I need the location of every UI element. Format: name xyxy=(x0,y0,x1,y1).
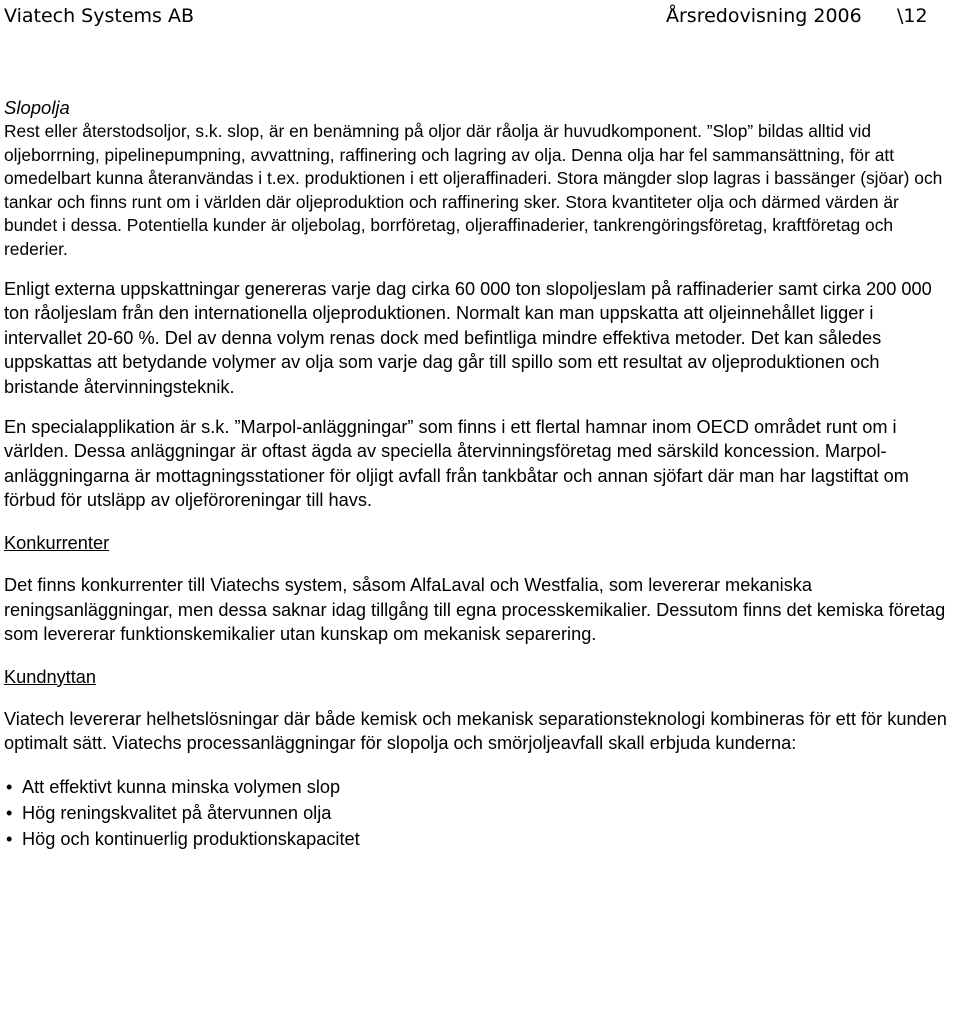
bullet-icon: • xyxy=(6,776,13,797)
list-item-text: Hög och kontinuerlig produktionskapacitet xyxy=(22,828,360,849)
list-item xyxy=(4,774,954,800)
konkurrenter-paragraph: Det finns konkurrenter till Viatechs system, såsom AlfaLaval och Westfalia, som levererar mekaniska reningsanläggningar, men dessa saknar idag tillgång till egna processkemikalier. Dessutom finns det kemiska företag som levererar funktionskemikalier utan kunskap om mekanisk separering. xyxy=(4,574,946,645)
bullet-icon: • xyxy=(6,828,13,849)
slopolja-paragraph-1: Rest eller återstodsoljor, s.k. slop, är en benämning på oljor där råolja är huvudkomponent. ”Slop” bildas alltid vid oljeborrning, pipelinepumpning, avvattning, raffinering och lagring av olja. Denna olja har fel sammansättning, för att omedelbart kunna återanvändas i t.ex. produktionen i ett oljeraffinaderi. Stora mängder slop lagras i bassänger (sjöar) och tankar och finns runt om i världen där oljeproduktion och raffinering sker. Stora kvantiteter olja och därmed värden är bundet i dessa. Potentiella kunder är oljebolag, borrföretag, oljeraffinaderier, tankrengöringsföretag, kraftföretag och rederier. xyxy=(4,121,943,259)
section-heading-kundnyttan: Kundnyttan xyxy=(4,666,97,687)
document-body xyxy=(4,96,954,852)
section-title-slopolja: Slopolja xyxy=(4,97,70,118)
page-number: \12 xyxy=(897,5,928,27)
slopolja-paragraph-2: Enligt externa uppskattningar genereras varje dag cirka 60 000 ton slopoljeslam på raffinaderier samt cirka 200 000 ton råoljeslam från den internationella oljeproduktionen. Normalt kan man uppskatta att oljeinnehållet ligger i intervallet 20-60 %. Del av denna volym renas dock med befintliga mindre effektiva metoder. Det kan således uppskattas att betydande volymer av olja som varje dag går till spillo som ett resultat av oljeproduktionen och bristande återvinningsteknik. xyxy=(4,278,932,397)
bullet-icon: • xyxy=(6,802,13,823)
list-item-text: Att effektivt kunna minska volymen slop xyxy=(22,776,341,797)
company-name: Viatech Systems AB xyxy=(4,5,194,27)
report-title: Årsredovisning 2006 xyxy=(666,5,862,27)
page-header xyxy=(0,2,960,30)
kundnyttan-paragraph: Viatech levererar helhetslösningar där både kemisk och mekanisk separationsteknologi kombineras för ett för kunden optimalt sätt. Viatechs processanläggningar för slopolja och smörjoljeavfall skall erbjuda kunderna: xyxy=(4,708,947,754)
slopolja-paragraph-3: En specialapplikation är s.k. ”Marpol-anläggningar” som finns i ett flertal hamnar inom OECD området runt om i världen. Dessa anläggningar är oftast ägda av speciella återvinningsföretag med särskild koncession. Marpol-anläggningarna är mottagningsstationer för oljigt avfall från tankbåtar och annan sjöfart där man har lagstiftat om förbud för utsläpp av oljeföroreningar till havs. xyxy=(4,416,909,511)
benefits-list xyxy=(4,774,954,852)
list-item-text: Hög reningskvalitet på återvunnen olja xyxy=(22,802,332,823)
section-heading-konkurrenter: Konkurrenter xyxy=(4,532,110,553)
list-item xyxy=(4,826,954,852)
list-item xyxy=(4,800,954,826)
